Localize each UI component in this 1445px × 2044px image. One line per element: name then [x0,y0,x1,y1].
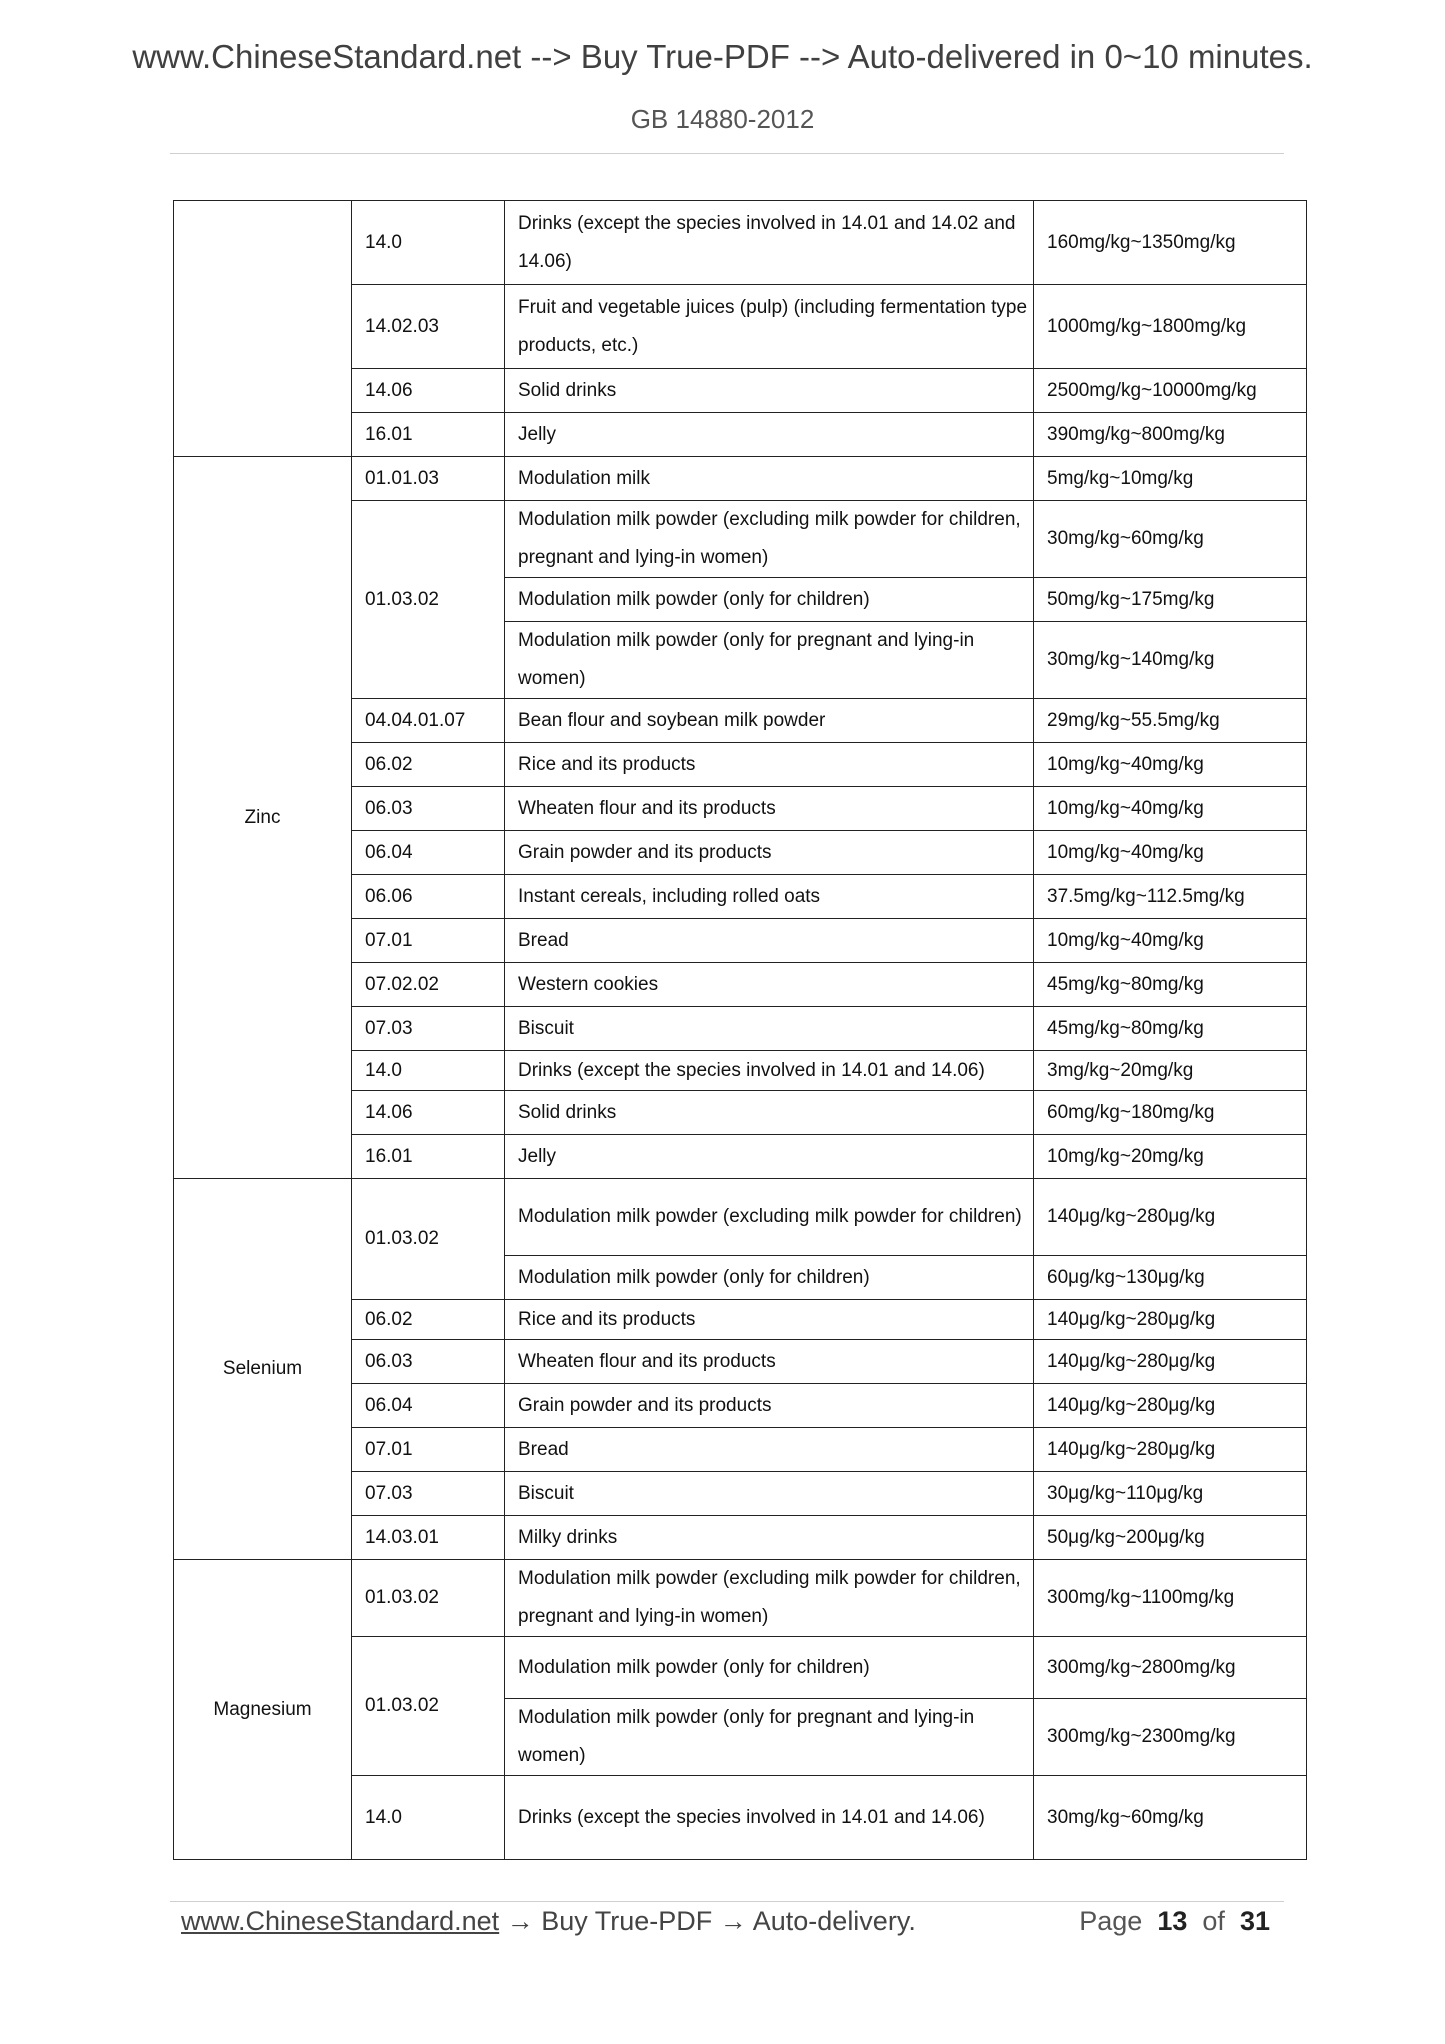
code-cell: 04.04.01.07 [352,699,505,743]
amount-cell: 300mg/kg~2300mg/kg [1034,1699,1307,1776]
code-cell: 06.04 [352,1384,505,1428]
of-label: of [1202,1906,1225,1936]
amount-cell: 10mg/kg~40mg/kg [1034,831,1307,875]
amount-cell: 3mg/kg~20mg/kg [1034,1051,1307,1091]
food-cell: Modulation milk powder (only for children) [505,578,1034,622]
amount-cell: 1000mg/kg~1800mg/kg [1034,285,1307,369]
amount-cell: 300mg/kg~2800mg/kg [1034,1637,1307,1699]
current-page: 13 [1157,1906,1188,1936]
amount-cell: 2500mg/kg~10000mg/kg [1034,369,1307,413]
code-cell: 14.0 [352,1051,505,1091]
amount-cell: 300mg/kg~1100mg/kg [1034,1560,1307,1637]
page-label: Page [1079,1906,1143,1936]
amount-cell: 50μg/kg~200μg/kg [1034,1516,1307,1560]
amount-cell: 140μg/kg~280μg/kg [1034,1384,1307,1428]
food-cell: Wheaten flour and its products [505,1340,1034,1384]
code-cell: 01.03.02 [352,1637,505,1776]
amount-cell: 5mg/kg~10mg/kg [1034,457,1307,501]
food-cell: Rice and its products [505,1300,1034,1340]
code-cell: 16.01 [352,1135,505,1179]
code-cell: 14.0 [352,201,505,285]
nutrient-cell-zinc: Zinc [174,457,352,1179]
food-cell: Modulation milk powder (only for children) [505,1256,1034,1300]
food-cell: Drinks (except the species involved in 14.01 and 14.02 and 14.06) [505,201,1034,285]
fortification-table [173,200,1307,1860]
code-cell: 16.01 [352,413,505,457]
nutrient-cell-empty [174,201,352,457]
amount-cell: 10mg/kg~40mg/kg [1034,743,1307,787]
footer-promo-text: → Buy True-PDF → Auto-delivery. [499,1906,916,1936]
amount-cell: 60mg/kg~180mg/kg [1034,1091,1307,1135]
header-divider [170,153,1284,154]
code-cell: 01.03.02 [352,501,505,699]
amount-cell: 30mg/kg~140mg/kg [1034,622,1307,699]
code-cell: 14.06 [352,1091,505,1135]
code-cell: 14.02.03 [352,285,505,369]
code-cell: 07.03 [352,1472,505,1516]
code-cell: 14.03.01 [352,1516,505,1560]
code-cell: 01.03.02 [352,1179,505,1300]
amount-cell: 30mg/kg~60mg/kg [1034,1776,1307,1860]
amount-cell: 10mg/kg~20mg/kg [1034,1135,1307,1179]
amount-cell: 140μg/kg~280μg/kg [1034,1179,1307,1256]
code-cell: 07.03 [352,1007,505,1051]
amount-cell: 10mg/kg~40mg/kg [1034,919,1307,963]
amount-cell: 50mg/kg~175mg/kg [1034,578,1307,622]
food-cell: Modulation milk powder (excluding milk powder for children, pregnant and lying-in women) [505,501,1034,578]
food-cell: Rice and its products [505,743,1034,787]
food-cell: Modulation milk powder (only for children) [505,1637,1034,1699]
amount-cell: 29mg/kg~55.5mg/kg [1034,699,1307,743]
code-cell: 14.0 [352,1776,505,1860]
food-cell: Grain powder and its products [505,1384,1034,1428]
table-row [174,1560,1307,1637]
amount-cell: 390mg/kg~800mg/kg [1034,413,1307,457]
food-cell: Milky drinks [505,1516,1034,1560]
amount-cell: 60μg/kg~130μg/kg [1034,1256,1307,1300]
table-row [174,457,1307,501]
footer-promo [181,1906,916,1937]
food-cell: Biscuit [505,1007,1034,1051]
code-cell: 06.02 [352,743,505,787]
code-cell: 07.01 [352,1428,505,1472]
table-row [174,201,1307,285]
document-id: GB 14880-2012 [630,104,815,134]
food-cell: Western cookies [505,963,1034,1007]
food-cell: Wheaten flour and its products [505,787,1034,831]
code-cell: 06.03 [352,1340,505,1384]
food-cell: Jelly [505,413,1034,457]
food-cell: Modulation milk powder (only for pregnant and lying-in women) [505,622,1034,699]
food-cell: Drinks (except the species involved in 14.01 and 14.06) [505,1776,1034,1860]
food-cell: Solid drinks [505,369,1034,413]
food-cell: Biscuit [505,1472,1034,1516]
page-indicator [1079,1906,1270,1937]
food-cell: Modulation milk [505,457,1034,501]
food-cell: Drinks (except the species involved in 14.01 and 14.06) [505,1051,1034,1091]
amount-cell: 30mg/kg~60mg/kg [1034,501,1307,578]
amount-cell: 140μg/kg~280μg/kg [1034,1428,1307,1472]
table-row [174,1179,1307,1256]
code-cell: 07.01 [352,919,505,963]
code-cell: 07.02.02 [352,963,505,1007]
food-cell: Modulation milk powder (excluding milk powder for children, pregnant and lying-in women) [505,1560,1034,1637]
amount-cell: 140μg/kg~280μg/kg [1034,1300,1307,1340]
amount-cell: 37.5mg/kg~112.5mg/kg [1034,875,1307,919]
total-pages: 31 [1239,1906,1270,1936]
food-cell: Solid drinks [505,1091,1034,1135]
food-cell: Jelly [505,1135,1034,1179]
code-cell: 01.01.03 [352,457,505,501]
code-cell: 01.03.02 [352,1560,505,1637]
food-cell: Bread [505,919,1034,963]
banner-text: www.ChineseStandard.net --> Buy True-PDF --> Auto-delivered in 0~10 minutes. [132,38,1313,75]
food-cell: Modulation milk powder (excluding milk powder for children) [505,1179,1034,1256]
footer-divider [170,1901,1284,1902]
food-cell: Instant cereals, including rolled oats [505,875,1034,919]
amount-cell: 160mg/kg~1350mg/kg [1034,201,1307,285]
food-cell: Modulation milk powder (only for pregnant and lying-in women) [505,1699,1034,1776]
code-cell: 06.06 [352,875,505,919]
food-cell: Bread [505,1428,1034,1472]
food-cell: Bean flour and soybean milk powder [505,699,1034,743]
code-cell: 06.04 [352,831,505,875]
food-cell: Grain powder and its products [505,831,1034,875]
code-cell: 06.02 [352,1300,505,1340]
amount-cell: 10mg/kg~40mg/kg [1034,787,1307,831]
amount-cell: 45mg/kg~80mg/kg [1034,963,1307,1007]
nutrient-cell-selenium: Selenium [174,1179,352,1560]
code-cell: 06.03 [352,787,505,831]
amount-cell: 45mg/kg~80mg/kg [1034,1007,1307,1051]
amount-cell: 30μg/kg~110μg/kg [1034,1472,1307,1516]
food-cell: Fruit and vegetable juices (pulp) (including fermentation type products, etc.) [505,285,1034,369]
nutrient-cell-magnesium: Magnesium [174,1560,352,1860]
code-cell: 14.06 [352,369,505,413]
footer-link[interactable]: www.ChineseStandard.net [181,1906,500,1936]
amount-cell: 140μg/kg~280μg/kg [1034,1340,1307,1384]
